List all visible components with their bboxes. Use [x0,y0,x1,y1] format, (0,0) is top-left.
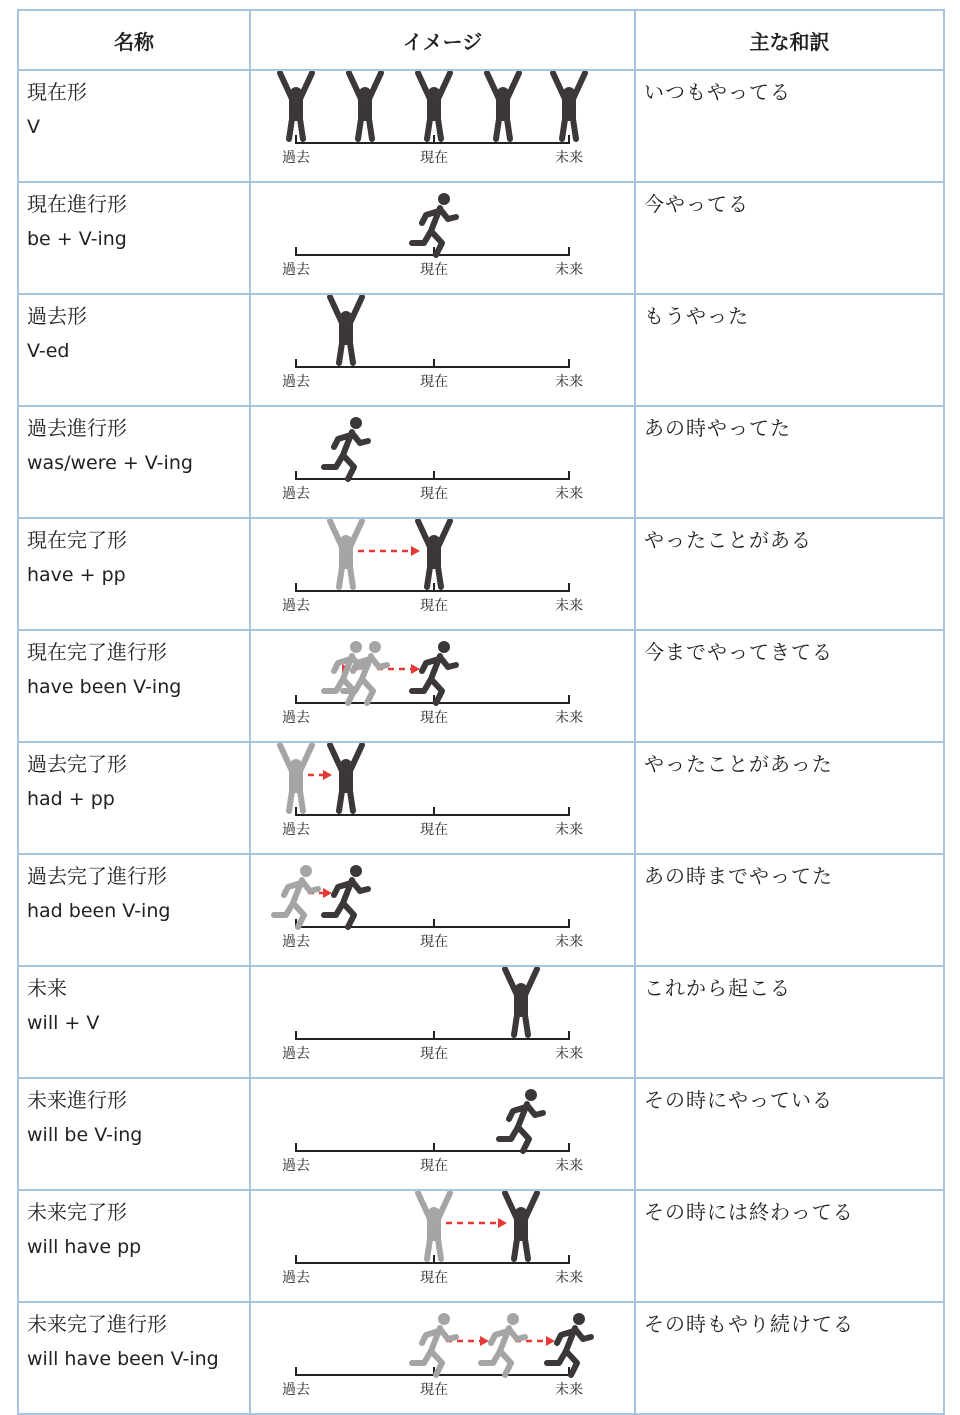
standing-person-icon [487,73,519,139]
tense-form: had been V-ing [27,900,171,922]
timeline-label-future: 未来 [555,374,583,390]
arrow-head [480,1336,489,1346]
tense-name: 過去完了進行形 [27,864,167,888]
timeline-diagram [251,407,635,509]
table-row [18,70,944,182]
tense-name-cell [18,630,250,742]
table-row [18,966,944,1078]
timeline-cell [250,406,635,518]
timeline-diagram [251,855,635,957]
running-person-icon [324,865,368,927]
timeline-cell [250,182,635,294]
table-row [18,1078,944,1190]
timeline-label-past: 過去 [282,710,310,726]
timeline-label-future: 未来 [555,262,583,278]
translation-cell: 今までやってきてる [635,630,944,742]
tense-name-cell [18,182,250,294]
standing-person-icon [553,73,585,139]
tense-name: 現在進行形 [27,192,127,216]
timeline-label-past: 過去 [282,598,310,614]
timeline-diagram [251,1303,635,1405]
timeline-label-past: 過去 [282,1270,310,1286]
translation-cell: その時もやり続けてる [635,1302,944,1414]
arrow-head [323,888,332,898]
table-row [18,294,944,406]
tense-name-cell [18,966,250,1078]
running-person-icon [412,1313,456,1375]
tense-name-cell [18,1190,250,1302]
timeline-label-present: 現在 [420,710,448,726]
timeline-cell [250,1190,635,1302]
tense-name-cell [18,518,250,630]
tense-name-cell [18,1078,250,1190]
timeline-label-present: 現在 [420,1046,448,1062]
timeline-label-past: 過去 [282,1382,310,1398]
timeline-label-future: 未来 [555,822,583,838]
header-name: 名称 [18,10,250,70]
timeline-axis [296,1367,569,1375]
timeline-label-present: 現在 [420,822,448,838]
timeline-label-past: 過去 [282,1046,310,1062]
tense-form: will be V-ing [27,1124,143,1146]
timeline-label-future: 未来 [555,1046,583,1062]
tense-form: will have pp [27,1236,142,1258]
tense-form: was/were + V-ing [27,452,193,474]
tense-name-cell [18,294,250,406]
tense-name: 未来 [27,976,67,1000]
standing-person-icon [505,969,537,1035]
translation-cell: 今やってる [635,182,944,294]
header-row [18,10,944,70]
table-row [18,1190,944,1302]
tense-name: 未来進行形 [27,1088,127,1112]
timeline-label-present: 現在 [420,1270,448,1286]
tense-name: 過去形 [27,304,87,328]
tense-name-cell [18,854,250,966]
arrow-head [546,1336,555,1346]
timeline-diagram [251,519,635,621]
timeline-cell [250,854,635,966]
translation-cell: その時には終わってる [635,1190,944,1302]
tense-name-cell [18,1302,250,1414]
tense-name: 未来完了進行形 [27,1312,167,1336]
timeline-label-present: 現在 [420,1382,448,1398]
tense-form: will have been V-ing [27,1348,219,1370]
timeline-axis [296,135,569,143]
translation-cell: やったことがあった [635,742,944,854]
timeline-cell [250,70,635,182]
timeline-label-present: 現在 [420,934,448,950]
translation-cell: これから起こる [635,966,944,1078]
tense-name: 現在完了進行形 [27,640,167,664]
timeline-axis [296,247,569,255]
running-person-icon [324,417,368,479]
running-person-icon [412,641,456,703]
tense-form: will + V [27,1012,100,1034]
timeline-label-present: 現在 [420,1158,448,1174]
tense-name: 過去完了形 [27,752,127,776]
translation-cell: あの時までやってた [635,854,944,966]
arrow-head [498,1218,507,1228]
standing-person-icon [505,1193,537,1259]
timeline-axis [296,471,569,479]
timeline-label-past: 過去 [282,150,310,166]
table-row [18,406,944,518]
standing-person-icon [330,521,362,587]
tense-name: 未来完了形 [27,1200,127,1224]
running-person-icon [343,641,387,703]
timeline-label-future: 未来 [555,598,583,614]
tense-name-cell [18,406,250,518]
header-translation: 主な和訳 [635,10,944,70]
standing-person-icon [330,745,362,811]
tense-name-cell [18,70,250,182]
timeline-label-past: 過去 [282,822,310,838]
timeline-label-present: 現在 [420,598,448,614]
timeline-label-present: 現在 [420,262,448,278]
tense-form: have been V-ing [27,676,182,698]
table-row [18,630,944,742]
timeline-label-future: 未来 [555,1382,583,1398]
standing-person-icon [280,745,312,811]
timeline-label-future: 未来 [555,710,583,726]
timeline-axis [296,919,569,927]
translation-cell: もうやった [635,294,944,406]
timeline-label-future: 未来 [555,1158,583,1174]
timeline-label-present: 現在 [420,374,448,390]
timeline-label-future: 未来 [555,486,583,502]
timeline-diagram [251,183,635,285]
table-row [18,854,944,966]
arrow-head [411,664,420,674]
standing-person-icon [418,521,450,587]
timeline-label-future: 未来 [555,1270,583,1286]
timeline-label-future: 未来 [555,934,583,950]
tense-name-cell [18,742,250,854]
running-person-icon [499,1089,543,1151]
timeline-diagram [251,1079,635,1181]
timeline-diagram [251,295,635,397]
timeline-label-future: 未来 [555,150,583,166]
running-person-icon [274,865,318,927]
timeline-label-present: 現在 [420,486,448,502]
timeline-diagram [251,967,635,1069]
timeline-cell [250,966,635,1078]
translation-cell: あの時やってた [635,406,944,518]
timeline-cell [250,1302,635,1414]
timeline-cell [250,1078,635,1190]
tense-form: V-ed [27,340,70,362]
tense-form: V [27,116,40,138]
arrow-head [411,546,420,556]
timeline-cell [250,294,635,406]
standing-person-icon [418,73,450,139]
timeline-label-past: 過去 [282,374,310,390]
timeline-diagram [251,1191,635,1293]
tense-name: 過去進行形 [27,416,127,440]
translation-cell: やったことがある [635,518,944,630]
timeline-cell [250,518,635,630]
arrow-head [323,770,332,780]
running-person-icon [481,1313,525,1375]
table-row [18,1302,944,1414]
timeline-diagram [251,743,635,845]
standing-person-icon [280,73,312,139]
timeline-diagram [251,71,635,173]
table-row [18,182,944,294]
tense-form: had + pp [27,788,115,810]
timeline-label-past: 過去 [282,1158,310,1174]
tense-name: 現在完了形 [27,528,127,552]
standing-person-icon [418,1193,450,1259]
tense-form: have + pp [27,564,126,586]
standing-person-icon [330,297,362,363]
header-image: イメージ [250,10,635,70]
timeline-label-past: 過去 [282,486,310,502]
running-person-icon [412,193,456,255]
timeline-cell [250,630,635,742]
tense-name: 現在形 [27,80,87,104]
timeline-label-past: 過去 [282,934,310,950]
timeline-diagram [251,631,635,733]
translation-cell: その時にやっている [635,1078,944,1190]
timeline-axis [296,695,569,703]
timeline-label-past: 過去 [282,262,310,278]
table-row [18,742,944,854]
timeline-cell [250,742,635,854]
timeline-label-present: 現在 [420,150,448,166]
tense-form: be + V-ing [27,228,127,250]
standing-person-icon [349,73,381,139]
tense-table [17,9,945,1415]
translation-cell: いつもやってる [635,70,944,182]
running-person-icon [547,1313,591,1375]
table-row [18,518,944,630]
